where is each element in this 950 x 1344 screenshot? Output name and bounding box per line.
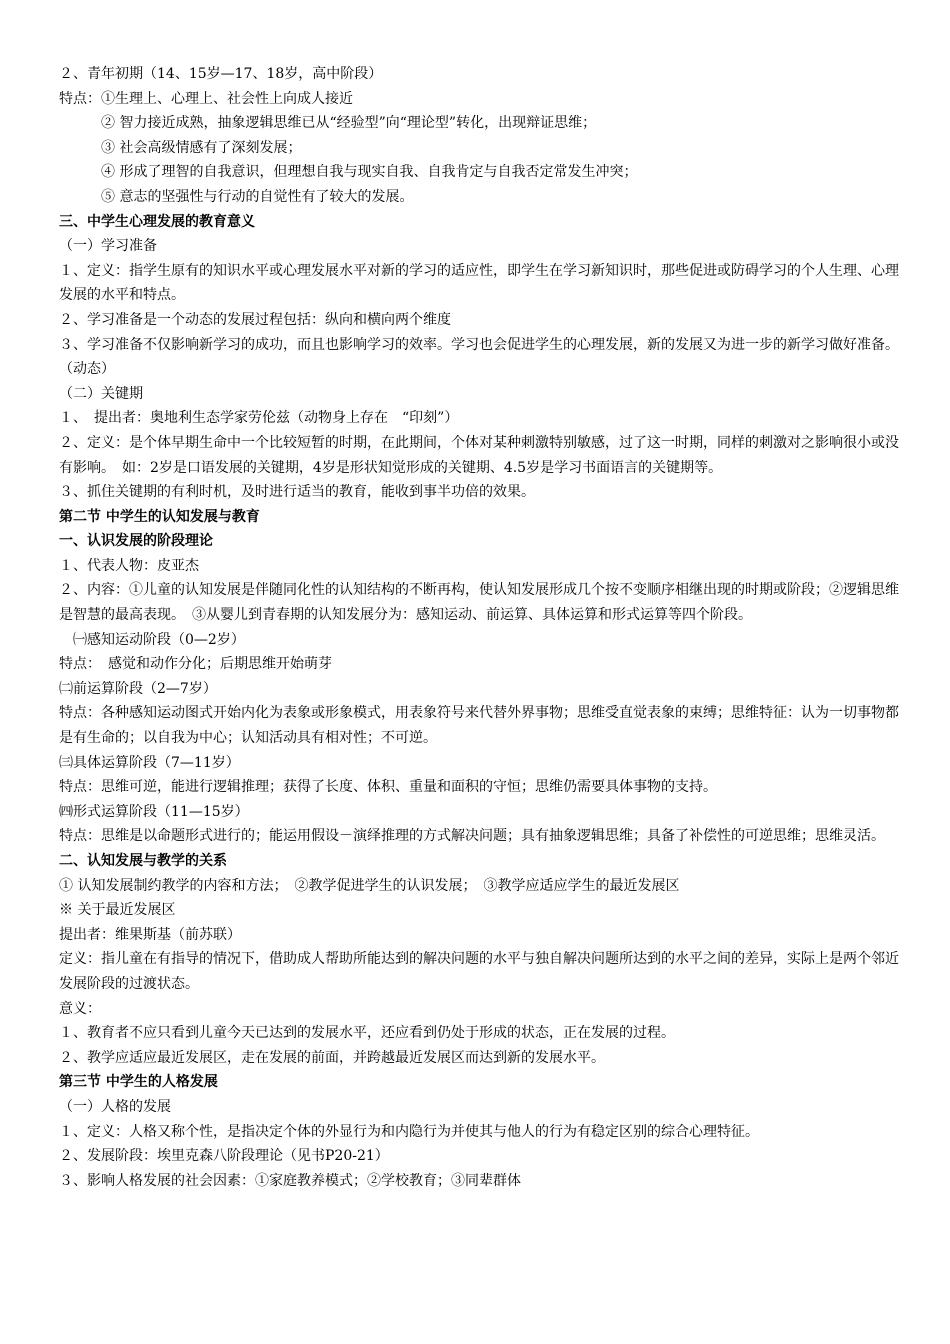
paragraph: ㈡前运算阶段（2—7岁）	[59, 680, 217, 697]
section-heading: 二、认知发展与教学的关系	[59, 853, 227, 869]
document-body	[59, 62, 905, 1193]
paragraph: ⑤ 意志的坚强性与行动的自觉性有了较大的发展。	[101, 188, 414, 205]
paragraph: ３、抓住关键期的有利时机，及时进行适当的教育，能收到事半功倍的效果。	[59, 484, 535, 501]
paragraph: ㈠感知运动阶段（0—2岁）	[73, 631, 245, 648]
paragraph: ２、教学应适应最近发展区，走在发展的前面，并跨越最近发展区而达到新的发展水平。	[59, 1049, 605, 1066]
paragraph: 提出者：维果斯基（前苏联）	[59, 926, 241, 943]
paragraph: 特点：思维是以命题形式进行的；能运用假设－演绎推理的方式解决问题；具有抽象逻辑思维；具备了补偿性的可逆思维；思维灵活。	[59, 828, 885, 845]
section-heading: 第三节 中学生的人格发展	[59, 1074, 218, 1091]
paragraph: 特点： 感觉和动作分化；后期思维开始萌芽	[59, 656, 332, 673]
paragraph: （二）关键期	[59, 385, 143, 402]
section-heading: 一、认识发展的阶段理论	[59, 533, 213, 550]
paragraph: 意义：	[59, 1000, 101, 1017]
paragraph: ３、学习准备不仅影响新学习的成功，而且也影响学习的效率。学习也会促进学生的心理发展，新的发展又为进一步的新学习做好准备。（动态）	[59, 336, 899, 378]
paragraph: ㈣形式运算阶段（11—15岁）	[59, 803, 249, 820]
paragraph: ３、影响人格发展的社会因素：①家庭教养模式；②学校教育；③同辈群体	[59, 1172, 521, 1189]
paragraph: 定义：指儿童在有指导的情况下，借助成人帮助所能达到的解决问题的水平与独自解决问题所达到的水平之间的差异，实际上是两个邻近发展阶段的过渡状态。	[59, 951, 899, 992]
paragraph: ２、内容：①儿童的认知发展是伴随同化性的认知结构的不断再构，使认知发展形成几个按不变顺序相继出现的时期或阶段；②逻辑思维是智慧的最高表现。 ③从婴儿到青春期的认知发展分为：感知运动、前运算、具体运算和形式运算等四个阶段。	[59, 582, 899, 624]
section-heading: 第二节 中学生的认知发展与教育	[59, 508, 260, 525]
paragraph: （一）人格的发展	[59, 1098, 171, 1115]
paragraph: １、代表人物：皮亚杰	[59, 557, 199, 574]
paragraph: ２、学习准备是一个动态的发展过程包括：纵向和横向两个维度	[59, 311, 451, 328]
paragraph: １、定义：人格又称个性，是指决定个体的外显行为和内隐行为并使其与他人的行为有稳定区别的综合心理特征。	[59, 1123, 759, 1140]
paragraph: ２、定义：是个体早期生命中一个比较短暂的时期，在此期间，个体对某种刺激特别敏感，过了这一时期，同样的刺激对之影响很小或没有影响。 如：2岁是口语发展的关键期，4岁是形状知觉形成的关键期、4.5岁是学习书面语言的关键期等。	[59, 434, 899, 476]
paragraph: ２、青年初期（14、15岁—17、18岁，高中阶段）	[59, 66, 383, 82]
paragraph: ② 智力接近成熟，抽象逻辑思维已从“经验型”向“理论型”转化，出现辩证思维；	[101, 115, 597, 132]
paragraph: ① 认知发展制约教学的内容和方法； ②教学促进学生的认识发展； ③教学应适应学生的最近发展区	[59, 877, 680, 894]
paragraph: ２、发展阶段：埃里克森八阶段理论（见书P20-21）	[59, 1148, 389, 1165]
paragraph: １、定义：指学生原有的知识水平或心理发展水平对新的学习的适应性，即学生在学习新知识时，那些促进或防碍学习的个人生理、心理发展的水平和特点。	[59, 262, 899, 304]
paragraph: ④ 形成了理智的自我意识，但理想自我与现实自我、自我肯定与自我否定常发生冲突；	[101, 164, 638, 181]
paragraph: 特点：①生理上、心理上、社会性上向成人接近	[59, 90, 353, 107]
paragraph: ㈢具体运算阶段（7—11岁）	[59, 754, 240, 771]
section-heading: 三、中学生心理发展的教育意义	[59, 213, 255, 230]
paragraph: １、教育者不应只看到儿童今天已达到的发展水平，还应看到仍处于形成的状态，正在发展的过程。	[59, 1025, 675, 1042]
paragraph: （一）学习准备	[59, 238, 157, 255]
paragraph: 特点：思维可逆，能进行逻辑推理；获得了长度、体积、重量和面积的守恒；思维仍需要具体事物的支持。	[59, 779, 717, 796]
paragraph: ※ 关于最近发展区	[59, 902, 176, 919]
paragraph: 特点：各种感知运动图式开始内化为表象或形象模式，用表象符号来代替外界事物；思维受直觉表象的束缚；思维特征：认为一切事物都是有生命的；以自我为中心；认知活动具有相对性；不可逆。	[59, 705, 899, 747]
paragraph: ③ 社会高级情感有了深刻发展；	[101, 139, 302, 156]
paragraph: １、 提出者：奥地利生态学家劳伦兹（动物身上存在 “印刻”）	[59, 410, 459, 427]
